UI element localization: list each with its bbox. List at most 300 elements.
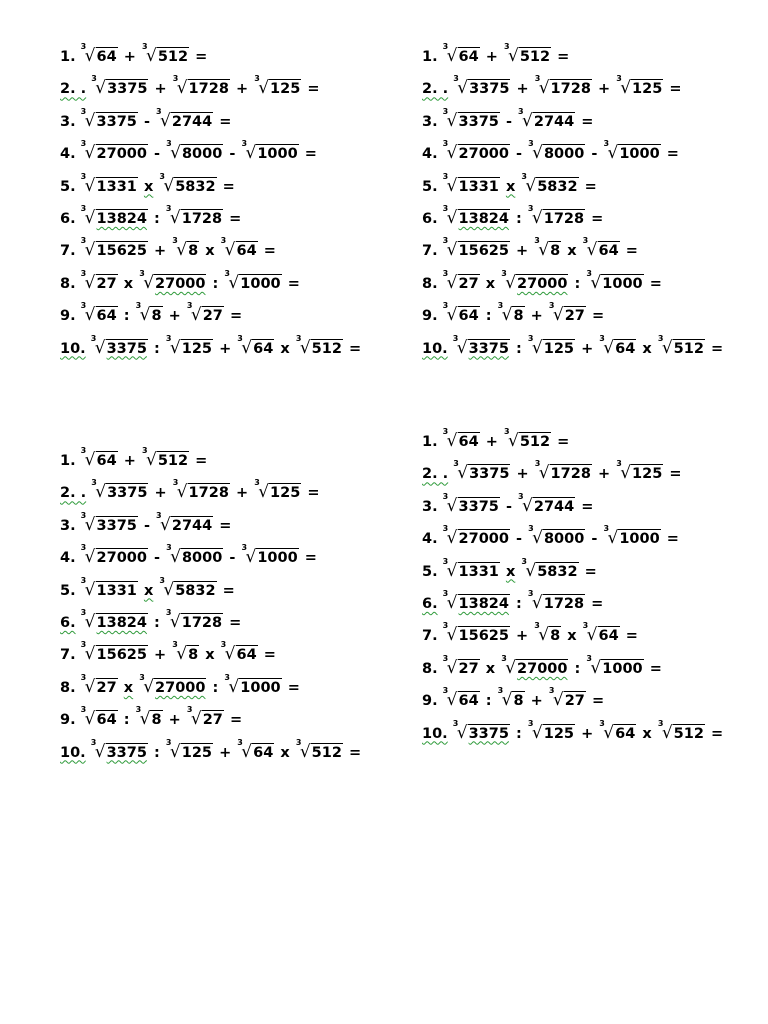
equals-sign: = [557,49,570,65]
cube-root-term [535,461,592,486]
equals-sign: = [625,243,638,260]
radical-sign-icon: √ [522,110,533,131]
cube-root-term [81,44,118,69]
cube-root-term [521,171,578,199]
radicand: 64 [458,434,479,450]
radical-sign-icon: √ [241,337,253,358]
radicand: 512 [311,340,342,357]
radical-sign-icon: √ [607,143,619,164]
operator: + [123,49,136,65]
radical-sign-icon: √ [84,208,96,228]
root-index: 3 [165,333,172,343]
radical-sign-icon: √ [590,657,602,678]
radical-sign-icon: √ [139,709,151,730]
root-index: 3 [91,74,97,84]
problem-row [60,238,277,262]
root-index: 3 [582,236,589,246]
problem-number: 10. [422,340,448,357]
cube-root-term [535,76,592,101]
operator: : [516,596,522,612]
cube-root-term [295,737,343,765]
radicand: 8 [151,712,162,729]
cube-root-term [501,653,568,681]
radical-sign-icon: √ [84,110,96,131]
root-index: 3 [442,556,449,566]
cube-root-term [443,141,510,166]
root-index: 3 [91,478,97,488]
problem-row [422,591,604,615]
operator: : [154,211,160,227]
problem-number: 2. . [60,485,87,502]
problem-number: 8. [422,660,438,677]
equals-sign: = [584,563,597,580]
radical-sign-icon: √ [446,208,458,228]
root-index: 3 [80,510,87,520]
operator: : [154,340,160,357]
radical-sign-icon: √ [538,625,550,646]
problem-row [422,718,724,745]
radical-sign-icon: √ [258,482,270,503]
operator: x [123,275,134,292]
radical-sign-icon: √ [531,593,543,613]
root-index: 3 [80,672,87,682]
equals-sign: = [591,596,604,612]
cube-root-term [156,510,213,538]
problem-number: 8. [422,275,438,292]
radical-sign-icon: √ [661,722,673,743]
radicand: 1728 [543,211,585,227]
radical-sign-icon: √ [446,175,458,196]
equals-sign: = [591,308,605,325]
root-index: 3 [186,705,193,715]
radicand: 1728 [181,211,223,227]
cube-root-term [81,707,118,732]
cube-root-term [442,491,500,519]
radical-sign-icon: √ [507,431,519,451]
cube-root-term [599,333,636,361]
equals-sign: = [557,434,570,450]
radical-sign-icon: √ [163,579,175,600]
cube-root-term [443,44,480,69]
problem-row [60,106,232,133]
operator: + [516,628,529,645]
cube-root-term [81,303,118,328]
radical-sign-icon: √ [160,110,171,131]
radical-sign-icon: √ [299,741,311,762]
root-index: 3 [166,543,172,553]
cube-root-term [586,268,643,296]
root-index: 3 [442,106,449,116]
root-index: 3 [135,705,142,715]
operator: - [591,146,598,163]
radicand: 1728 [188,81,229,98]
radicand: 27 [564,693,585,710]
operator: x [280,744,290,761]
radical-sign-icon: √ [170,547,181,568]
operator: : [516,340,522,357]
equals-sign: = [649,275,662,292]
operator: x [143,582,154,599]
cube-root-term [237,737,274,765]
cube-root-term [173,480,230,505]
radical-sign-icon: √ [84,46,96,66]
radicand: 5832 [537,563,578,580]
radicand: 3375 [458,498,499,515]
cube-root-term [616,76,663,101]
radical-sign-icon: √ [169,612,181,632]
root-index: 3 [442,653,449,663]
root-index: 3 [521,556,527,566]
radicand: 64 [96,308,117,325]
radical-sign-icon: √ [586,240,598,261]
cube-root-term [586,653,643,681]
radicand: 3375 [96,517,137,534]
radicand: 1728 [550,466,591,483]
operator: + [485,49,498,65]
problem-row [60,672,301,699]
radicand: 13824 [96,615,147,631]
radical-sign-icon: √ [84,579,96,600]
operator: - [229,550,236,567]
radical-sign-icon: √ [446,495,458,516]
radical-sign-icon: √ [525,560,537,581]
cube-root-term [443,303,480,328]
root-index: 3 [616,459,622,469]
radical-sign-icon: √ [552,690,564,711]
radicand: 125 [181,744,213,761]
radicand: 64 [458,693,479,710]
cube-root-term [90,737,148,765]
equals-sign: = [219,113,232,130]
radicand: 27000 [517,275,568,292]
cube-root-term [443,526,510,551]
root-index: 3 [497,301,504,311]
radical-sign-icon: √ [507,46,519,66]
problem-row [422,238,639,262]
equals-sign: = [349,744,362,761]
radicand: 125 [543,340,575,357]
root-index: 3 [220,640,227,650]
radicand: 27 [458,660,479,677]
cube-root-term [443,591,510,616]
radicand: 27 [202,308,223,325]
root-index: 3 [453,459,459,469]
cube-root-term [528,206,585,231]
root-index: 3 [172,236,178,246]
operator: : [154,744,160,761]
radical-sign-icon: √ [95,78,107,99]
operator: + [219,744,232,761]
cube-root-term [139,268,206,296]
cube-root-term [136,303,163,328]
cube-root-term [443,688,480,713]
root-index: 3 [165,204,172,213]
problem-number: 6. [60,615,76,631]
operator: x [642,725,652,742]
radical-sign-icon: √ [603,337,615,358]
radicand: 2744 [533,113,575,130]
operator: + [516,243,529,260]
cube-root-term [452,333,510,361]
equals-sign: = [307,81,320,98]
root-index: 3 [603,524,610,534]
operator: + [597,81,611,98]
problem-row [60,206,242,230]
cube-root-term [527,718,575,746]
problem-number: 6. [422,596,438,612]
operator: + [530,693,543,710]
radicand: 1728 [188,485,229,502]
problem-number: 7. [60,243,76,260]
root-index: 3 [135,301,142,311]
root-index: 3 [534,459,541,469]
cube-root-term [81,642,148,667]
root-index: 3 [527,589,534,598]
problem-row [422,268,663,295]
radicand: 27 [564,308,585,325]
radical-sign-icon: √ [84,547,96,568]
root-index: 3 [172,74,179,84]
problem-row [60,76,321,100]
root-index: 3 [165,608,172,617]
radicand: 3375 [468,725,509,742]
operator: + [168,712,181,729]
cube-root-term [173,76,230,101]
cube-root-term [139,672,206,700]
cube-root-term [504,44,551,69]
radical-sign-icon: √ [169,337,181,358]
radicand: 2744 [533,498,575,515]
radicand: 1000 [257,550,298,567]
radical-sign-icon: √ [176,644,188,665]
radicand: 1000 [240,679,281,696]
root-index: 3 [657,333,664,343]
root-index: 3 [528,524,534,534]
cube-root-term [534,623,561,648]
root-index: 3 [442,621,449,631]
operator: : [574,275,581,292]
equals-sign: = [304,146,317,163]
equals-sign: = [649,660,662,677]
root-index: 3 [241,543,248,553]
radicand: 15625 [96,647,147,664]
operator: - [154,146,161,163]
radicand: 512 [519,49,551,65]
radical-sign-icon: √ [501,305,513,326]
root-index: 3 [141,446,148,455]
radicand: 1331 [458,563,499,580]
radical-sign-icon: √ [169,208,181,228]
root-index: 3 [80,640,87,650]
problem-number: 10. [422,725,448,742]
root-index: 3 [80,171,87,181]
problem-number: 7. [60,647,76,664]
cube-root-term [657,718,705,746]
operator: - [229,146,236,163]
root-index: 3 [599,333,605,343]
root-index: 3 [186,301,193,311]
root-index: 3 [295,333,302,343]
cube-root-term [90,333,148,361]
cube-root-term [166,545,223,570]
cube-root-term [453,461,510,486]
root-index: 3 [442,171,449,181]
radicand: 1331 [96,178,137,195]
radicand: 1000 [257,146,298,163]
radicand: 3375 [107,485,148,502]
operator: - [143,517,150,534]
cube-root-term [80,106,138,134]
radicand: 1000 [602,275,643,292]
problem-row [60,448,208,472]
problem-number: 9. [60,308,76,325]
root-index: 3 [603,139,610,149]
radical-sign-icon: √ [84,644,96,665]
radicand: 8000 [181,146,223,163]
root-index: 3 [442,236,449,246]
radicand: 125 [270,485,301,502]
radical-sign-icon: √ [446,528,458,549]
operator: + [581,340,594,357]
problem-row [60,737,362,764]
root-index: 3 [503,42,510,51]
problem-number: 6. [422,211,438,227]
equals-sign: = [581,113,594,130]
radicand: 5832 [175,178,216,195]
cube-root-term [81,141,148,166]
problem-number: 3. [60,517,76,534]
radical-sign-icon: √ [607,528,619,549]
equals-sign: = [263,243,276,260]
problem-number: 10. [60,744,86,761]
radicand: 27000 [155,679,206,696]
equals-sign: = [229,712,243,729]
radical-sign-icon: √ [84,450,96,470]
cube-root-term [241,141,298,166]
problem-row [422,303,605,327]
root-index: 3 [442,301,449,311]
root-index: 3 [80,106,87,116]
root-index: 3 [80,543,87,553]
cube-root-term [187,303,224,328]
root-index: 3 [616,74,622,84]
operator: + [235,485,249,502]
radicand: 27 [202,712,223,729]
radicand: 8 [188,243,199,260]
problem-number: 8. [60,679,76,696]
radical-sign-icon: √ [505,272,517,293]
radicand: 3375 [96,113,137,130]
radicand: 3375 [468,340,509,357]
operator: + [154,647,167,664]
radicand: 125 [632,466,663,483]
operator: - [143,113,150,130]
root-index: 3 [80,705,87,715]
radicand: 3375 [106,744,147,761]
root-index: 3 [156,106,162,116]
root-index: 3 [254,74,260,84]
radical-sign-icon: √ [176,78,188,99]
problem-row [422,429,570,453]
root-index: 3 [241,139,248,149]
radicand: 13824 [458,211,509,227]
radical-sign-icon: √ [457,78,469,99]
radicand: 512 [157,453,189,469]
radical-sign-icon: √ [143,676,155,697]
cube-root-term [534,238,561,263]
root-index: 3 [599,718,605,728]
root-index: 3 [442,268,449,278]
cube-root-term [443,238,510,263]
radical-sign-icon: √ [538,78,550,99]
radicand: 27000 [96,146,147,163]
equals-sign: = [229,615,242,631]
radical-sign-icon: √ [525,175,537,196]
radical-sign-icon: √ [456,722,468,743]
root-index: 3 [442,589,449,598]
radical-sign-icon: √ [531,337,543,358]
problem-number: 2. . [422,81,449,98]
problem-number: 5. [60,178,76,195]
operator: - [505,113,512,130]
radicand: 1728 [181,615,223,631]
problem-number: 4. [60,146,76,163]
radicand: 1000 [602,660,643,677]
radicand: 125 [543,725,575,742]
radicand: 8 [151,308,162,325]
problem-row [60,141,318,165]
cube-root-term [518,491,575,519]
operator: - [516,146,523,163]
problem-number: 5. [422,178,438,195]
operator: x [205,243,215,260]
cube-root-term [443,623,510,648]
root-index: 3 [80,139,87,149]
equals-sign: = [219,517,232,534]
cube-root-term [187,707,224,732]
problem-row [60,642,277,666]
radical-sign-icon: √ [145,46,157,66]
radical-sign-icon: √ [590,272,602,293]
radical-sign-icon: √ [446,143,458,164]
root-index: 3 [224,268,230,278]
radicand: 512 [311,744,342,761]
problem-row [422,106,594,133]
problem-row [422,171,598,198]
operator: : [154,615,160,631]
cube-root-term [91,480,148,505]
root-index: 3 [534,621,540,631]
operator: : [212,679,219,696]
problem-row [60,268,301,295]
equals-sign: = [591,693,605,710]
equals-sign: = [666,146,679,163]
cube-root-term [166,206,223,231]
problem-number: 8. [60,275,76,292]
radical-sign-icon: √ [228,272,240,293]
problem-number: 1. [422,434,438,450]
radicand: 512 [673,725,704,742]
radical-sign-icon: √ [94,741,106,762]
radicand: 27000 [96,550,147,567]
radical-sign-icon: √ [532,528,543,549]
root-index: 3 [159,575,165,585]
operator: x [567,243,577,260]
cube-root-term [599,718,636,746]
problem-number: 9. [60,712,76,729]
cube-root-term [81,610,148,635]
root-index: 3 [452,333,459,343]
